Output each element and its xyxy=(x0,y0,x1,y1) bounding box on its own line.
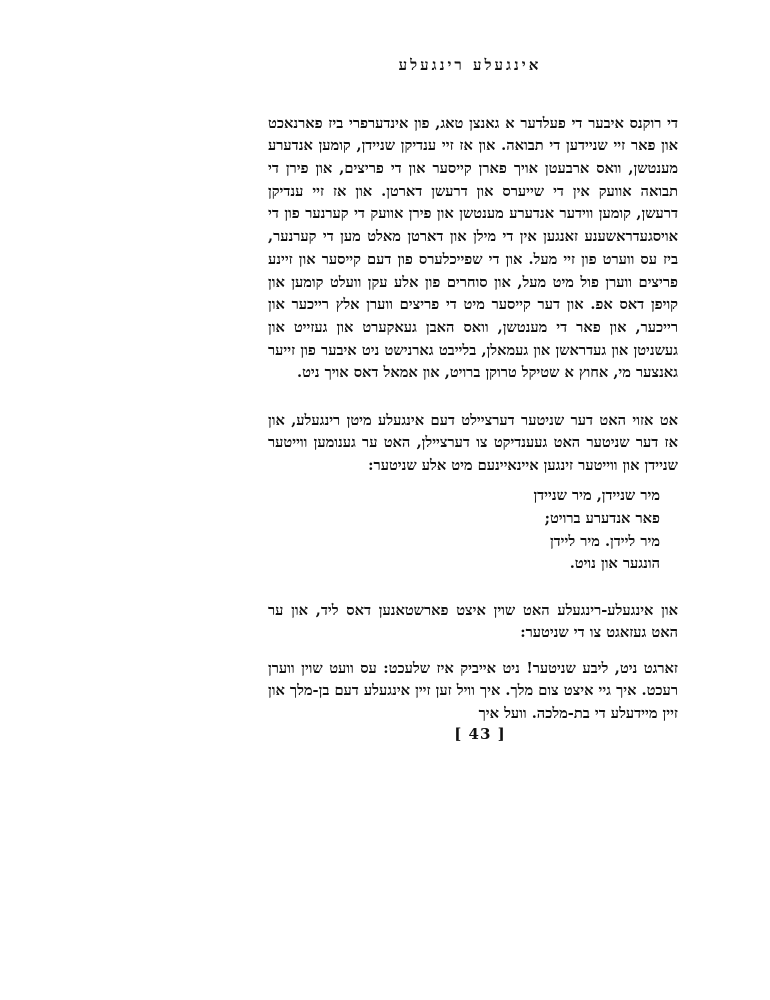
page-number: [ 43 ] xyxy=(454,725,506,743)
verse-line-1: מיר שניידן, מיר שניידן xyxy=(533,487,660,504)
song-verse xyxy=(360,485,660,576)
verse-line-3: מיר ליידן. מיר ליידן xyxy=(549,532,660,550)
verse-line-4: הונגער און נויט. xyxy=(569,555,660,573)
paragraph-1: די רוקנס איבער די פעלדער א גאנצן טאג, פון אינדערפרי ביז פארנאכט און פאר זיי שניידען די תבואה. און אז זיי ענדיקן שניידן, קומען אנדערע מענטשן, וואס ארבעטן אויך פארן קייסער און די פריצים, און פירן די תבואה אוועק אין די שייערס און דרעשן דארטן. און אז זיי ענדיקן דרעשן, קומען ווידער אנדערע מענטשן און פירן אוועק די קערנער פון די אויסגעדראשענע זאנגען אין די מילן און דארטן מאלט מען די קערנער, ביז עס ווערט פון זיי מעל. און די שפייכלערס פון דעם קייסער און זיינע פריצים ווערן פול מיט מעל, און סוחרים פון אלע עקן וועלט קומען און קויפן דאס אפ. און דער קייסער מיט די פריצים ווערן אלץ רייכער און רייכער, און פאר די מענטשן, וואס האבן געאקערט און געזייט און געשניטן און געדראשן און געמאלן, בלייבט גארנישט ניט איבער פון זייער גאנצער מי, אחוץ א שטיקל טרוקן ברויט, און אמאל דאס אויך ניט. xyxy=(268,114,678,382)
paragraph-4: זארגט ניט, ליבע שניטער! ניט אייביק איז שלעכט: עס וועט שוין ווערן רעכט. איך גיי איצט צום מלך. איך וויל זען זיין אינגעלע דעם בן-מלך און זיין מיידעלע די בת-מלכה. וועל איך xyxy=(268,659,678,722)
paragraph-2: אט אזוי האט דער שניטער דערציילט דעם אינגעלע מיטן רינגעלע, און אז דער שניטער האט געענדיקט צו דערציילן, האט ער גענומען ווייטער שניידן און ווייטער זינגען איינאיינעם מיט אלע שניטער: xyxy=(268,411,678,474)
verse-line-2: פאר אנדערע ברויט; xyxy=(544,509,660,527)
running-head: אינגעלע רינגעלע xyxy=(398,56,542,74)
paragraph-3: און אינגעלע-רינגעלע האט שוין איצט פארשטאנען דאס ליד, און ער האט געזאגט צו די שניטער: xyxy=(268,601,678,641)
